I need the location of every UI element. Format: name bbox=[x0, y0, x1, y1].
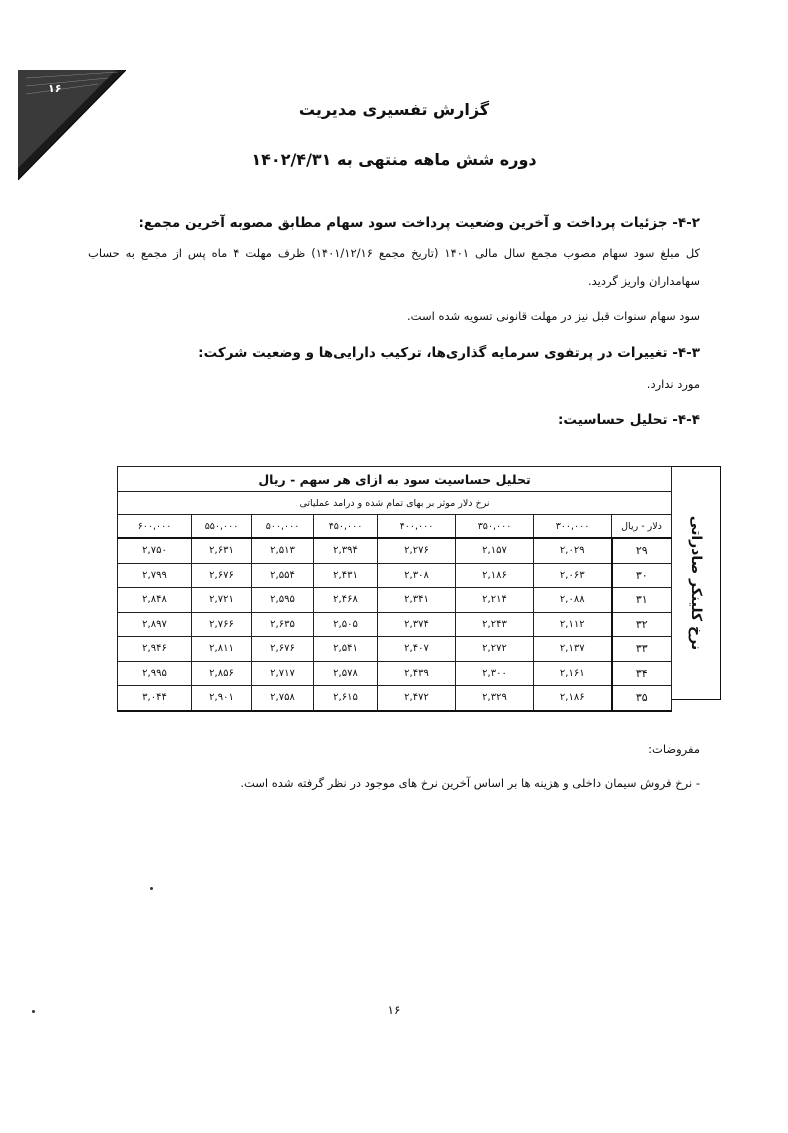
row-label: ۳۲ bbox=[612, 612, 672, 637]
table-cell: ۲,۴۷۲ bbox=[378, 686, 456, 711]
table-cell: ۲,۲۴۳ bbox=[456, 612, 534, 637]
column-header: ۳۵۰,۰۰۰ bbox=[456, 515, 534, 539]
scan-speck bbox=[150, 887, 153, 890]
table-cell: ۲,۸۱۱ bbox=[192, 637, 252, 662]
section-3-heading: ۴-۳- تغییرات در پرتفوی سرمایه گذاری‌ها، ترکیب دارایی‌ها و وضعیت شرکت: bbox=[198, 345, 700, 361]
table-cell: ۲,۶۱۵ bbox=[314, 686, 378, 711]
table-cell: ۲,۲۱۴ bbox=[456, 588, 534, 613]
column-header: ۴۵۰,۰۰۰ bbox=[314, 515, 378, 539]
table-cell: ۲,۲۷۲ bbox=[456, 637, 534, 662]
column-header: ۵۵۰,۰۰۰ bbox=[192, 515, 252, 539]
table-cell: ۲,۶۳۱ bbox=[192, 538, 252, 563]
section-2-para1-line2: سهامداران واریز گردید. bbox=[587, 274, 700, 288]
table-cell: ۲,۶۷۶ bbox=[192, 563, 252, 588]
table-cell: ۲,۰۶۳ bbox=[534, 563, 612, 588]
section-2-heading: ۴-۲- جزئیات پرداخت و آخرین وضعیت پرداخت سود سهام مطابق مصوبه آخرین مجمع: bbox=[138, 215, 700, 231]
page-number-tab: ۱۶ bbox=[48, 82, 62, 95]
table-cell: ۲,۷۱۷ bbox=[252, 661, 314, 686]
section-2-para1-line1: کل مبلغ سود سهام مصوب مجمع سال مالی ۱۴۰۱ (تاریخ مجمع ۱۴۰۱/۱۲/۱۶) ظرف مهلت ۴ ماه پس از مجمع به حساب bbox=[88, 246, 701, 260]
table-cell: ۲,۶۳۵ bbox=[252, 612, 314, 637]
table-title: تحلیل حساسیت سود به ازای هر سهم - ریال bbox=[118, 467, 672, 492]
table-cell: ۲,۳۷۴ bbox=[378, 612, 456, 637]
table-cell: ۲,۵۰۵ bbox=[314, 612, 378, 637]
column-header: ۶۰۰,۰۰۰ bbox=[118, 515, 192, 539]
side-label: نرخ کلینکر صادراتی bbox=[688, 515, 704, 651]
table-cell: ۲,۱۱۲ bbox=[534, 612, 612, 637]
table-cell: ۲,۳۴۱ bbox=[378, 588, 456, 613]
sensitivity-table-block bbox=[117, 466, 721, 705]
row-label: ۳۱ bbox=[612, 588, 672, 613]
column-header: ۴۰۰,۰۰۰ bbox=[378, 515, 456, 539]
table-row bbox=[118, 588, 672, 613]
table-cell: ۲,۷۵۰ bbox=[118, 538, 192, 563]
table-row bbox=[118, 538, 672, 563]
row-label: ۲۹ bbox=[612, 538, 672, 563]
table-cell: ۲,۳۹۴ bbox=[314, 538, 378, 563]
table-cell: ۲,۳۲۹ bbox=[456, 686, 534, 711]
row-label: ۳۵ bbox=[612, 686, 672, 711]
assumptions-heading: مفروضات: bbox=[648, 742, 700, 756]
row-label: ۳۴ bbox=[612, 661, 672, 686]
corner-label: دلار - ریال bbox=[612, 515, 672, 539]
table-cell: ۲,۱۵۷ bbox=[456, 538, 534, 563]
table-cell: ۲,۵۵۴ bbox=[252, 563, 314, 588]
table-row bbox=[118, 563, 672, 588]
table-cell: ۲,۸۵۶ bbox=[192, 661, 252, 686]
table-row bbox=[118, 661, 672, 686]
row-label: ۳۳ bbox=[612, 637, 672, 662]
table-cell: ۳,۰۴۴ bbox=[118, 686, 192, 711]
section-2-para2: سود سهام سنوات قبل نیز در مهلت قانونی تسویه شده است. bbox=[407, 309, 700, 323]
table-cell: ۲,۳۰۰ bbox=[456, 661, 534, 686]
table-cell: ۲,۴۰۷ bbox=[378, 637, 456, 662]
footer-page-number: ۱۶ bbox=[387, 1003, 401, 1017]
table-cell: ۲,۲۷۶ bbox=[378, 538, 456, 563]
table-cell: ۲,۱۸۶ bbox=[456, 563, 534, 588]
table-cell: ۲,۳۰۸ bbox=[378, 563, 456, 588]
table-row bbox=[118, 637, 672, 662]
table-cell: ۲,۱۸۶ bbox=[534, 686, 612, 711]
table-cell: ۲,۹۴۶ bbox=[118, 637, 192, 662]
row-label: ۳۰ bbox=[612, 563, 672, 588]
table-cell: ۲,۴۳۹ bbox=[378, 661, 456, 686]
table-cell: ۲,۷۹۹ bbox=[118, 563, 192, 588]
table-cell: ۲,۷۲۱ bbox=[192, 588, 252, 613]
section-3-text: مورد ندارد. bbox=[646, 377, 700, 391]
assumptions-item: - نرخ فروش سیمان داخلی و هزینه ها بر اساس آخرین نرخ های موجود در نظر گرفته شده است. bbox=[240, 776, 700, 790]
table-cell: ۲,۱۳۷ bbox=[534, 637, 612, 662]
report-title: گزارش تفسیری مدیریت bbox=[298, 100, 490, 119]
table-row bbox=[118, 686, 672, 711]
table-cell: ۲,۰۸۸ bbox=[534, 588, 612, 613]
table-cell: ۲,۵۹۵ bbox=[252, 588, 314, 613]
table-cell: ۲,۱۶۱ bbox=[534, 661, 612, 686]
column-header: ۳۰۰,۰۰۰ bbox=[534, 515, 612, 539]
table-cell: ۲,۴۳۱ bbox=[314, 563, 378, 588]
table-cell: ۲,۵۱۳ bbox=[252, 538, 314, 563]
table-row bbox=[118, 612, 672, 637]
section-4-heading: ۴-۴- تحلیل حساسیت: bbox=[558, 412, 700, 428]
table-cell: ۲,۹۹۵ bbox=[118, 661, 192, 686]
table-subtitle: نرخ دلار موثر بر بهای تمام شده و درامد عملیاتی bbox=[118, 492, 672, 515]
table-cell: ۲,۷۶۶ bbox=[192, 612, 252, 637]
table-cell: ۲,۰۲۹ bbox=[534, 538, 612, 563]
table-cell: ۲,۵۷۸ bbox=[314, 661, 378, 686]
table-cell: ۲,۸۹۷ bbox=[118, 612, 192, 637]
table-cell: ۲,۸۴۸ bbox=[118, 588, 192, 613]
report-period: دوره شش ماهه منتهی به ۱۴۰۲/۴/۳۱ bbox=[251, 150, 537, 169]
table-cell: ۲,۷۵۸ bbox=[252, 686, 314, 711]
side-label-cell bbox=[671, 466, 721, 700]
table-column-header-row bbox=[118, 515, 672, 539]
table-cell: ۲,۵۴۱ bbox=[314, 637, 378, 662]
table-cell: ۲,۹۰۱ bbox=[192, 686, 252, 711]
column-header: ۵۰۰,۰۰۰ bbox=[252, 515, 314, 539]
table-cell: ۲,۴۶۸ bbox=[314, 588, 378, 613]
sensitivity-table bbox=[117, 466, 672, 712]
table-cell: ۲,۶۷۶ bbox=[252, 637, 314, 662]
